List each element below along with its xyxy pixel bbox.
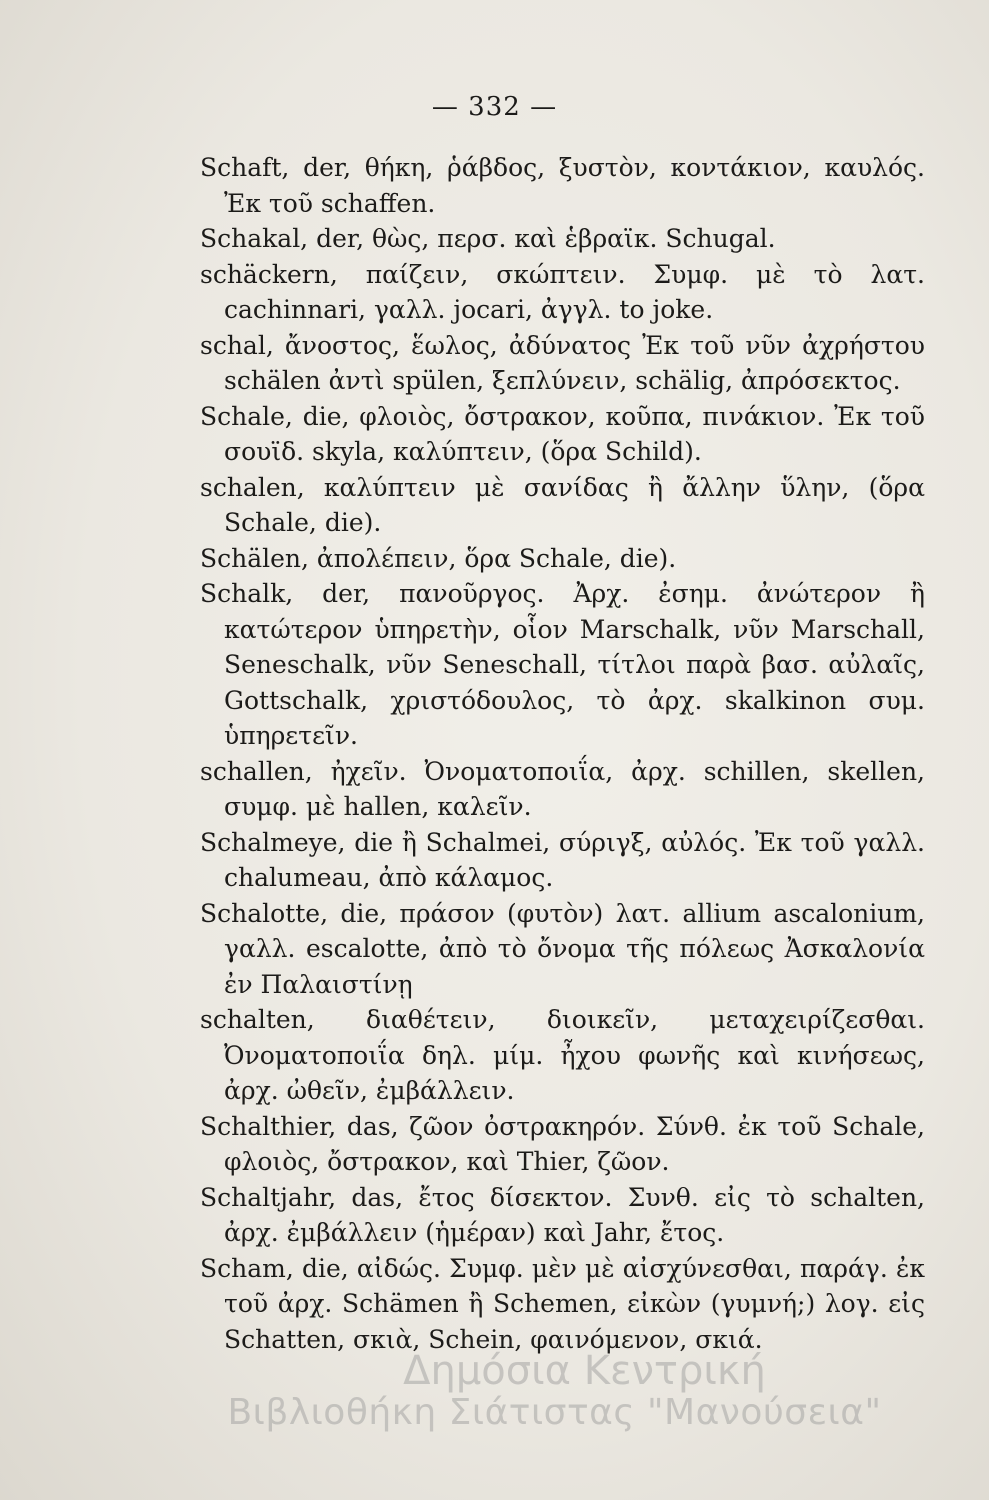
dictionary-entry: Schaltjahr, das, ἔτος δίσεκτον. Συνθ. εἰς τὸ schalten, ἀρχ. ἐμβάλλειν (ἡμέραν) καὶ Jahr, ἔτος.	[200, 1182, 925, 1247]
dictionary-entry: Schalotte, die, πράσον (φυτὸν) λατ. allium ascalonium, γαλλ. escalotte, ἀπὸ τὸ ὄνομα τῆς πόλεως Ἀσκαλονία ἐν Παλαιστίνῃ	[200, 898, 925, 999]
dictionary-entry: schalen, καλύπτειν μὲ σανίδας ἢ ἄλλην ὕλην, (ὅρα Schale, die).	[200, 472, 925, 537]
library-watermark-line1: Δημόσια Κεντρική	[403, 1348, 766, 1394]
dictionary-entry: schallen, ἠχεῖν. Ὀνοματοποιΐα, ἀρχ. schillen, skellen, συμφ. μὲ hallen, καλεῖν.	[200, 756, 925, 821]
dictionary-entry: Schalthier, das, ζῶον ὀστρακηρόν. Σύνθ. ἐκ τοῦ Schale, φλοιὸς, ὄστρακον, καὶ Thier, ζῶον.	[200, 1111, 925, 1176]
dictionary-entry: Schaft, der, θήκη, ῥάβδος, ξυστὸν, κοντάκιον, καυλός. Ἐκ τοῦ schaffen.	[200, 153, 925, 218]
dictionary-entry: Schakal, der, θὼς, περσ. καὶ ἑβραϊκ. Schugal.	[200, 224, 776, 253]
library-watermark-line2: Βιβλιοθήκη Σιάτιστας "Μανούσεια"	[227, 1392, 882, 1433]
dictionary-entry: schäckern, παίζειν, σκώπτειν. Συμφ. μὲ τὸ λατ. cachinnari, γαλλ. jocari, ἀγγλ. to joke.	[200, 259, 925, 324]
page-number: — 332 —	[431, 92, 558, 122]
dictionary-entry: schalten, διαθέτειν, διοικεῖν, μεταχειρίζεσθαι. Ὀνοματοποιΐα δηλ. μίμ. ἦχου φωνῆς καὶ κινήσεως, ἀρχ. ὠθεῖν, ἐμβάλλειν.	[200, 1005, 925, 1105]
dictionary-entry: schal, ἄνοστος, ἕωλος, ἀδύνατος Ἐκ τοῦ νῦν ἀχρήστου schälen ἀντὶ spülen, ξεπλύνειν, schälig, ἀπρόσεκτος.	[200, 330, 925, 395]
dictionary-entry: Schalk, der, πανοῦργος. Ἀρχ. ἐσημ. ἀνώτερον ἢ κατώτερον ὑπηρετὴν, οἷον Marschalk, νῦν Marschall, Seneschalk, νῦν Seneschall, τίτλοι παρὰ βασ. αὐλαῖς, Gottschalk, χριστόδουλος, τὸ ἀρχ. skalkinon συμ. ὑπηρετεῖν.	[200, 579, 925, 750]
dictionary-entry: Schalmeye, die ἢ Schalmei, σύριγξ, αὐλός. Ἐκ τοῦ γαλλ. chalumeau, ἀπὸ κάλαμος.	[200, 827, 925, 892]
dictionary-entry: Scham, die, αἰδώς. Συμφ. μὲν μὲ αἰσχύνεσθαι, παράγ. ἐκ τοῦ ἀρχ. Schämen ἢ Schemen, εἰκὼν (γυμνή;) λογ. εἰς Schatten, σκιὰ, Schein, φαινόμενον, σκιά.	[200, 1253, 925, 1354]
dictionary-entry: Schälen, ἀπολέπειν, ὅρα Schale, die).	[200, 543, 677, 573]
dictionary-entry: Schale, die, φλοιὸς, ὄστρακον, κοῦπα, πινάκιον. Ἐκ τοῦ σουϊδ. skyla, καλύπτειν, (ὅρα Schild).	[200, 401, 925, 466]
dictionary-entries	[200, 150, 925, 1357]
